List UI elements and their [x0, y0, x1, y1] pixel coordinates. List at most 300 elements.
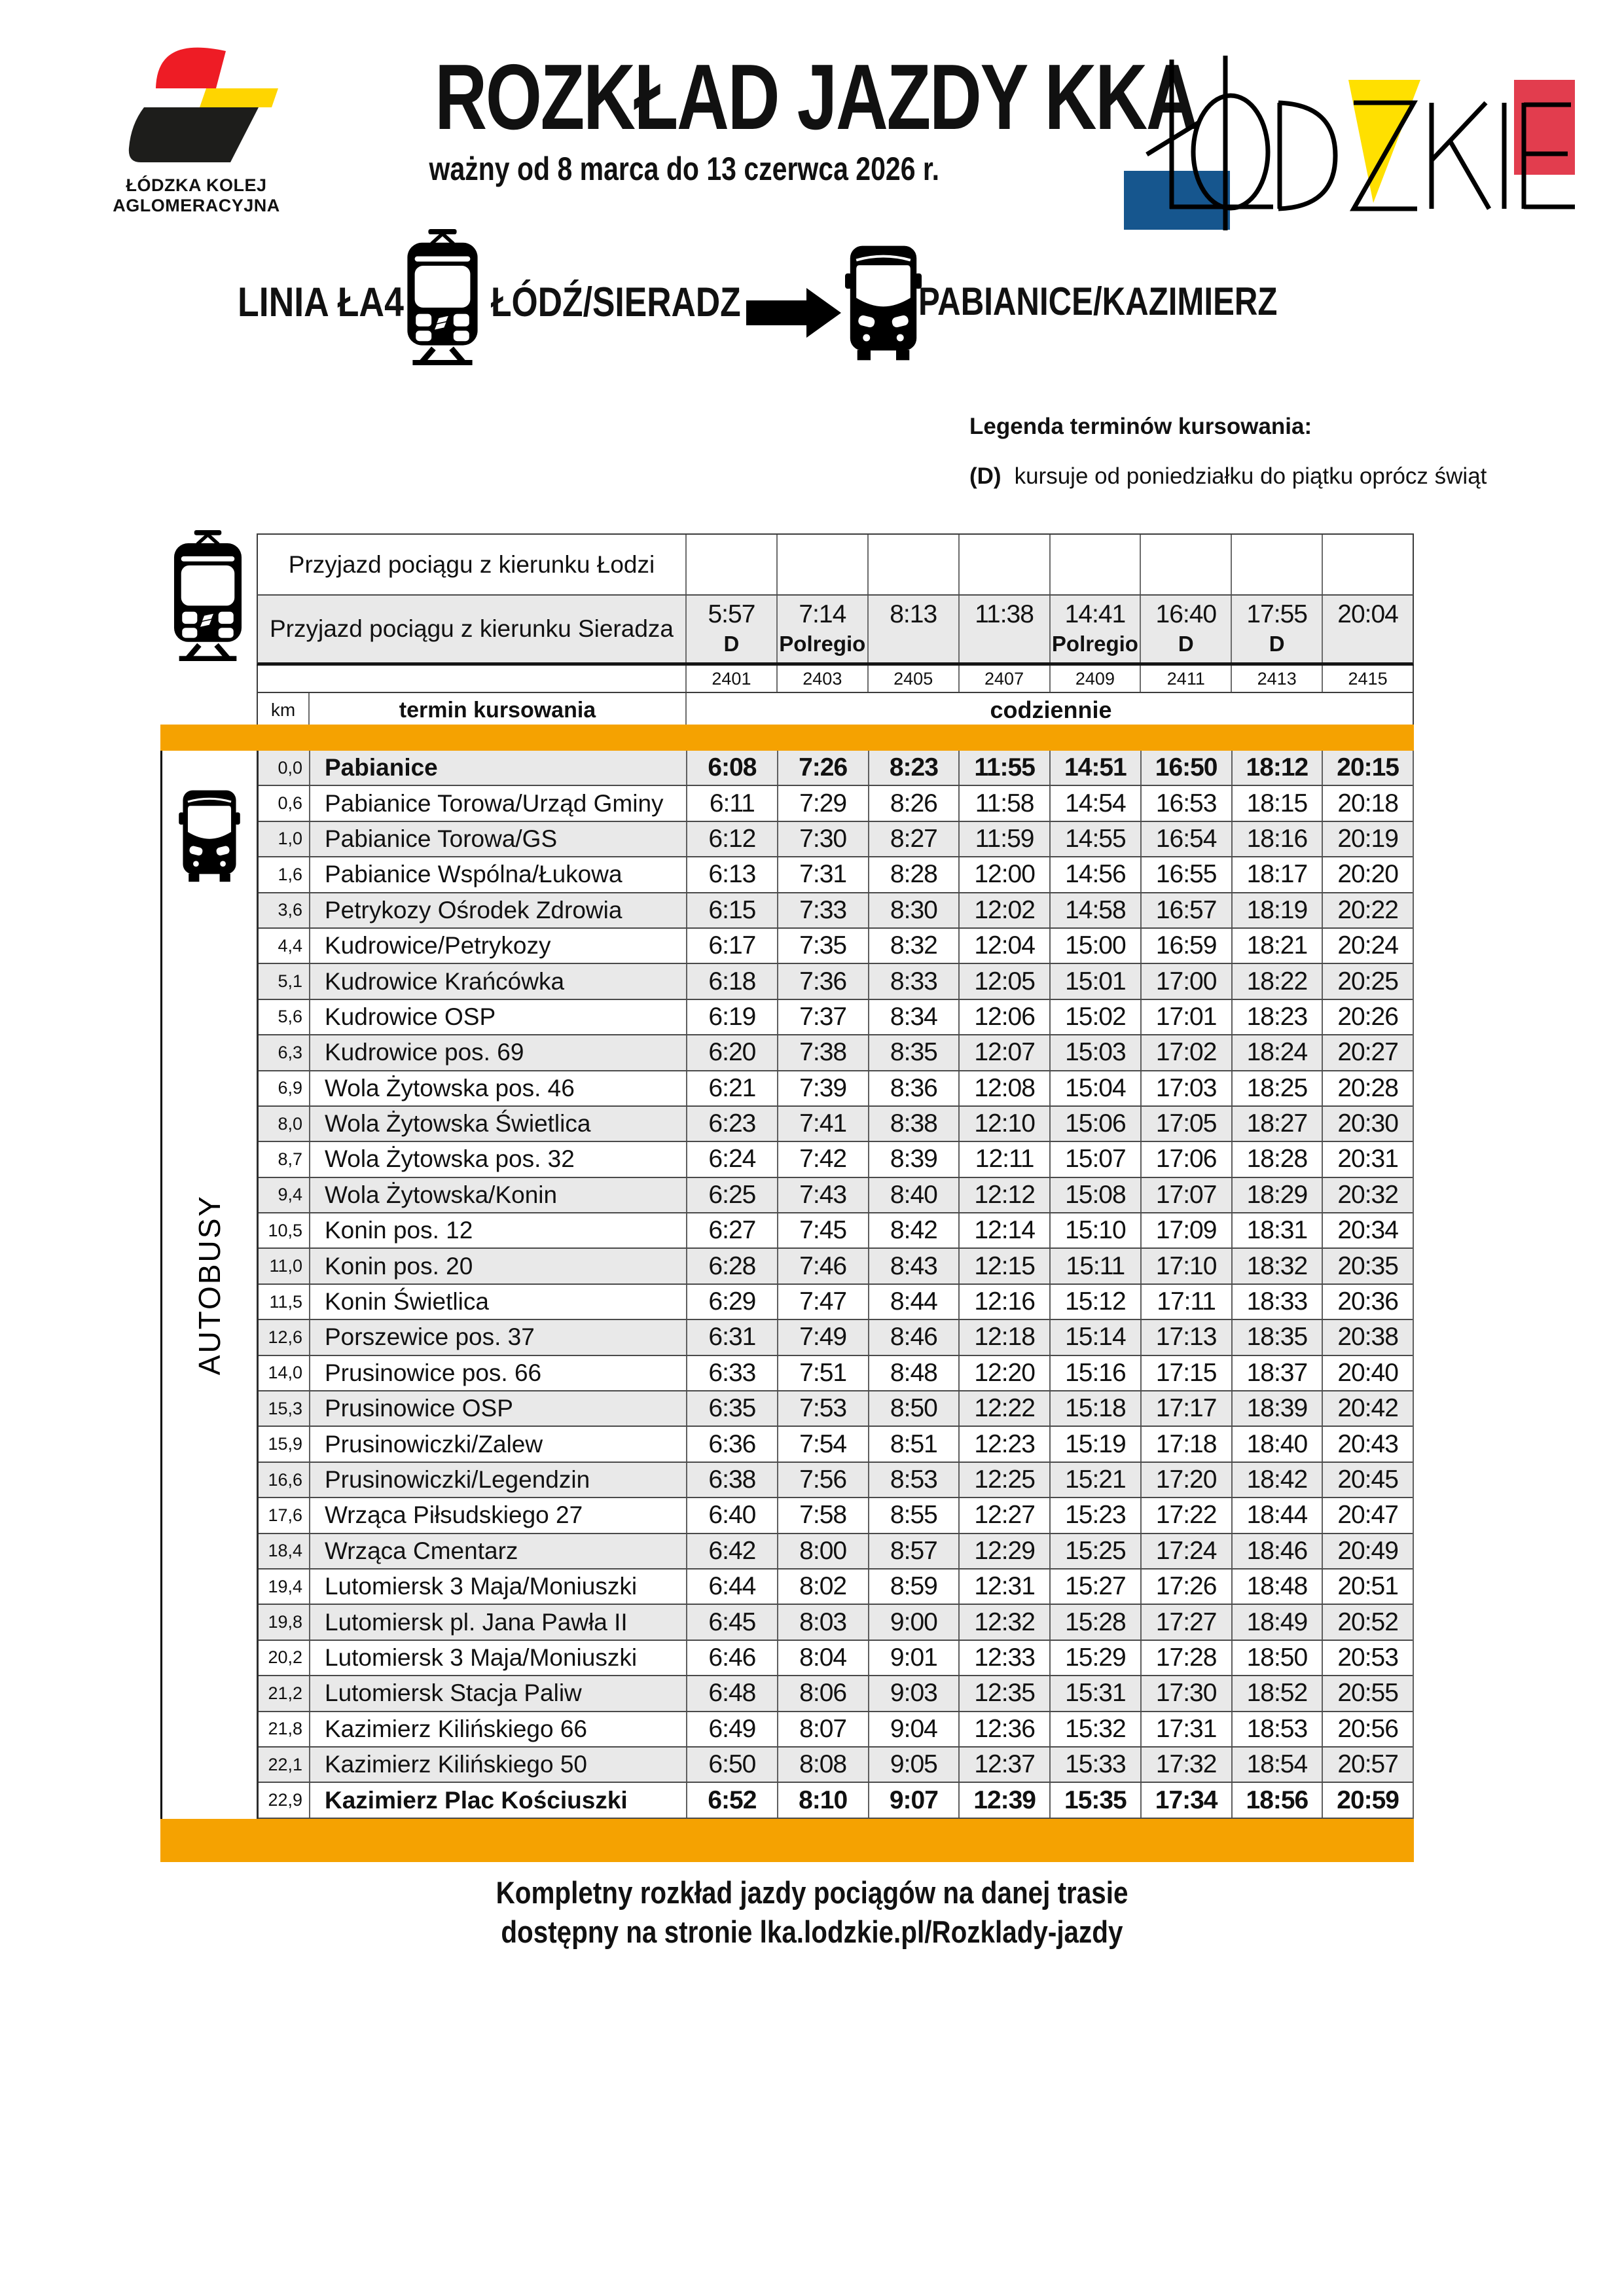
train-arrival-empty-cell — [958, 535, 1049, 594]
time-cell: 8:43 — [868, 1249, 959, 1283]
time-cell: 16:53 — [1140, 786, 1231, 820]
time-cell: 12:14 — [958, 1213, 1049, 1247]
time-cell: 17:28 — [1140, 1641, 1231, 1675]
bus-icon — [175, 782, 244, 884]
time-cell: 7:35 — [777, 929, 868, 963]
time-cell: 6:45 — [686, 1605, 777, 1639]
time-cell: 18:29 — [1231, 1178, 1322, 1212]
time-cell: 8:51 — [868, 1427, 959, 1461]
table-row — [259, 1356, 1413, 1391]
time-cell: 12:00 — [958, 857, 1049, 891]
table-row — [259, 1107, 1413, 1142]
time-cell: 12:36 — [958, 1712, 1049, 1746]
station-cell: Wola Żytowska/Konin — [309, 1178, 686, 1212]
km-cell: 19,4 — [268, 1576, 302, 1596]
time-cell: 17:05 — [1140, 1107, 1231, 1141]
train-arrival-cell — [776, 596, 867, 662]
time-cell: 6:27 — [686, 1213, 777, 1247]
time-cell: 12:33 — [958, 1641, 1049, 1675]
table-row — [259, 1712, 1413, 1748]
time-cell: 8:53 — [868, 1463, 959, 1497]
time-cell: 6:48 — [686, 1676, 777, 1710]
time-cell: 15:00 — [1049, 929, 1140, 963]
arrow-right-icon — [746, 288, 841, 338]
time-cell: 6:40 — [686, 1498, 777, 1532]
km-cell: 15,3 — [268, 1398, 302, 1418]
time-cell: 12:22 — [958, 1391, 1049, 1426]
train-arrival-time: 7:14 — [799, 600, 846, 628]
table-row — [259, 1463, 1413, 1498]
train-arrival-cell — [867, 596, 958, 662]
time-cell: 12:29 — [958, 1534, 1049, 1568]
time-cell: 6:13 — [686, 857, 777, 891]
km-cell: 21,8 — [268, 1719, 302, 1739]
time-cell: 9:00 — [868, 1605, 959, 1639]
time-cell: 7:47 — [777, 1285, 868, 1319]
time-cell: 6:25 — [686, 1178, 777, 1212]
train-arrival-cell — [1231, 596, 1322, 662]
table-row — [259, 786, 1413, 821]
time-cell: 20:53 — [1322, 1641, 1413, 1675]
time-cell: 12:23 — [958, 1427, 1049, 1461]
time-cell: 12:20 — [958, 1356, 1049, 1390]
table-row — [259, 929, 1413, 964]
bus-section-label: AUTOBUSY — [192, 1194, 226, 1376]
time-cell: 14:56 — [1049, 857, 1140, 891]
km-cell: 3,6 — [278, 900, 302, 920]
time-cell: 6:19 — [686, 1000, 777, 1034]
station-cell: Pabianice Wspólna/Łukowa — [309, 857, 686, 891]
lka-logo-black-shape — [129, 107, 259, 162]
time-cell: 20:40 — [1322, 1356, 1413, 1390]
lka-logo — [121, 38, 298, 169]
km-cell: 11,0 — [269, 1256, 302, 1276]
station-cell: Porszewice pos. 37 — [309, 1320, 686, 1354]
footer-note — [0, 1873, 1624, 1952]
time-cell: 15:31 — [1049, 1676, 1140, 1710]
time-cell: 18:12 — [1231, 751, 1322, 785]
train-arrival-time: 20:04 — [1337, 600, 1398, 628]
bus-section-column — [160, 751, 257, 1819]
time-cell: 6:50 — [686, 1748, 777, 1782]
time-cell: 8:42 — [868, 1213, 959, 1247]
time-cell: 7:58 — [777, 1498, 868, 1532]
time-cell: 17:06 — [1140, 1142, 1231, 1176]
time-cell: 18:37 — [1231, 1356, 1322, 1390]
km-cell: 8,0 — [278, 1113, 302, 1134]
legend-entry — [969, 463, 1487, 490]
time-cell: 14:51 — [1049, 751, 1140, 785]
time-cell: 8:44 — [868, 1285, 959, 1319]
time-cell: 7:30 — [777, 822, 868, 856]
time-cell: 7:53 — [777, 1391, 868, 1426]
time-cell: 15:08 — [1049, 1178, 1140, 1212]
time-cell: 7:38 — [777, 1035, 868, 1069]
time-cell: 17:00 — [1140, 964, 1231, 998]
train-arrival-cell — [685, 596, 776, 662]
time-cell: 18:39 — [1231, 1391, 1322, 1426]
time-cell: 14:54 — [1049, 786, 1140, 820]
station-cell: Lutomiersk pl. Jana Pawła II — [309, 1605, 686, 1639]
table-row — [259, 1748, 1413, 1783]
time-cell: 17:24 — [1140, 1534, 1231, 1568]
train-number: 2407 — [958, 666, 1049, 692]
train-arrival-empty-cell — [776, 535, 867, 594]
bus-rows — [257, 751, 1414, 1819]
line-origin: ŁÓDŹ/SIERADZ — [491, 279, 741, 325]
train-number: 2415 — [1322, 666, 1413, 692]
time-cell: 20:18 — [1322, 786, 1413, 820]
time-cell: 8:46 — [868, 1320, 959, 1354]
time-cell: 7:54 — [777, 1427, 868, 1461]
time-cell: 18:48 — [1231, 1570, 1322, 1604]
table-row — [259, 857, 1413, 893]
km-cell: 14,0 — [268, 1363, 302, 1383]
time-cell: 18:23 — [1231, 1000, 1322, 1034]
time-cell: 8:07 — [777, 1712, 868, 1746]
time-cell: 11:55 — [958, 751, 1049, 785]
time-cell: 6:33 — [686, 1356, 777, 1390]
time-cell: 14:58 — [1049, 893, 1140, 927]
time-cell: 20:49 — [1322, 1534, 1413, 1568]
table-row — [259, 1000, 1413, 1035]
train-icon — [165, 530, 251, 661]
time-cell: 20:25 — [1322, 964, 1413, 998]
time-cell: 17:31 — [1140, 1712, 1231, 1746]
time-cell: 8:00 — [777, 1534, 868, 1568]
time-cell: 6:11 — [686, 786, 777, 820]
lodzkie-logo-text — [0, 0, 1, 1]
time-cell: 12:08 — [958, 1071, 1049, 1105]
time-cell: 20:55 — [1322, 1676, 1413, 1710]
time-cell: 20:30 — [1322, 1107, 1413, 1141]
km-cell: 17,6 — [268, 1505, 302, 1525]
time-cell: 18:56 — [1231, 1783, 1322, 1817]
station-cell: Kudrowice OSP — [309, 1000, 686, 1034]
time-cell: 18:53 — [1231, 1712, 1322, 1746]
km-cell: 19,8 — [268, 1612, 302, 1632]
km-cell: 1,0 — [278, 829, 302, 849]
station-cell: Lutomiersk 3 Maja/Moniuszki — [309, 1641, 686, 1675]
time-cell: 9:07 — [868, 1783, 959, 1817]
time-cell: 18:31 — [1231, 1213, 1322, 1247]
time-cell: 8:26 — [868, 786, 959, 820]
time-cell: 17:11 — [1140, 1285, 1231, 1319]
time-cell: 18:50 — [1231, 1641, 1322, 1675]
time-cell: 18:40 — [1231, 1427, 1322, 1461]
train-number: 2401 — [685, 666, 776, 692]
time-cell: 17:10 — [1140, 1249, 1231, 1283]
time-cell: 8:10 — [777, 1783, 868, 1817]
time-cell: 17:27 — [1140, 1605, 1231, 1639]
time-cell: 18:24 — [1231, 1035, 1322, 1069]
km-cell: 1,6 — [278, 864, 302, 884]
time-cell: 8:23 — [868, 751, 959, 785]
time-cell: 7:26 — [777, 751, 868, 785]
time-cell: 18:21 — [1231, 929, 1322, 963]
time-cell: 12:18 — [958, 1320, 1049, 1354]
time-cell: 15:10 — [1049, 1213, 1140, 1247]
time-cell: 15:14 — [1049, 1320, 1140, 1354]
time-cell: 17:07 — [1140, 1178, 1231, 1212]
km-cell: 21,2 — [268, 1683, 302, 1703]
time-cell: 20:43 — [1322, 1427, 1413, 1461]
time-cell: 6:12 — [686, 822, 777, 856]
time-cell: 15:29 — [1049, 1641, 1140, 1675]
legend-symbol: (D) — [969, 463, 1001, 489]
time-cell: 12:04 — [958, 929, 1049, 963]
time-cell: 12:37 — [958, 1748, 1049, 1782]
time-cell: 8:04 — [777, 1641, 868, 1675]
km-header-label: km — [270, 700, 296, 720]
time-cell: 8:50 — [868, 1391, 959, 1426]
train-arrival-time: 17:55 — [1246, 600, 1307, 628]
time-cell: 20:22 — [1322, 893, 1413, 927]
table-row — [259, 1035, 1413, 1071]
station-cell: Pabianice Torowa/GS — [309, 822, 686, 856]
time-cell: 7:36 — [777, 964, 868, 998]
station-cell: Wrząca Piłsudskiego 27 — [309, 1498, 686, 1532]
km-cell: 0,0 — [278, 757, 302, 778]
time-cell: 18:22 — [1231, 964, 1322, 998]
time-cell: 6:31 — [686, 1320, 777, 1354]
time-cell: 15:32 — [1049, 1712, 1140, 1746]
time-cell: 15:23 — [1049, 1498, 1140, 1532]
time-cell: 17:01 — [1140, 1000, 1231, 1034]
station-cell: Pabianice — [309, 751, 686, 785]
time-cell: 14:55 — [1049, 822, 1140, 856]
table-row — [259, 1676, 1413, 1712]
time-cell: 8:03 — [777, 1605, 868, 1639]
orange-bar-bottom — [160, 1819, 1414, 1862]
term-value-label: codziennie — [685, 693, 1415, 727]
time-cell: 12:39 — [958, 1783, 1049, 1817]
page-title: ROZKŁAD JAZDY KKA — [435, 45, 1197, 149]
lka-logo-caption: ŁÓDZKA KOLEJ AGLOMERACYJNA — [113, 175, 280, 215]
time-cell: 8:35 — [868, 1035, 959, 1069]
footer-line-1: Kompletny rozkład jazdy pociągów na danej trasie — [496, 1875, 1128, 1910]
time-cell: 18:17 — [1231, 857, 1322, 891]
time-cell: 20:36 — [1322, 1285, 1413, 1319]
validity-subtitle: ważny od 8 marca do 13 czerwca 2026 r. — [429, 151, 939, 188]
km-cell: 4,4 — [278, 935, 302, 956]
time-cell: 15:07 — [1049, 1142, 1140, 1176]
time-cell: 6:35 — [686, 1391, 777, 1426]
time-cell: 16:55 — [1140, 857, 1231, 891]
time-cell: 20:52 — [1322, 1605, 1413, 1639]
km-cell: 8,7 — [278, 1149, 302, 1169]
table-row — [259, 1142, 1413, 1177]
time-cell: 15:02 — [1049, 1000, 1140, 1034]
time-cell: 15:06 — [1049, 1107, 1140, 1141]
time-cell: 6:18 — [686, 964, 777, 998]
km-cell: 11,5 — [269, 1291, 302, 1312]
time-cell: 12:07 — [958, 1035, 1049, 1069]
time-cell: 7:39 — [777, 1071, 868, 1105]
table-row — [259, 1320, 1413, 1355]
lodzkie-logo — [1113, 39, 1597, 242]
station-cell: Lutomiersk 3 Maja/Moniuszki — [309, 1570, 686, 1604]
time-cell: 12:27 — [958, 1498, 1049, 1532]
time-cell: 12:11 — [958, 1142, 1049, 1176]
time-cell: 20:56 — [1322, 1712, 1413, 1746]
time-cell: 20:35 — [1322, 1249, 1413, 1283]
table-row — [259, 1534, 1413, 1570]
km-cell: 10,5 — [268, 1220, 302, 1240]
time-cell: 17:20 — [1140, 1463, 1231, 1497]
time-cell: 8:27 — [868, 822, 959, 856]
km-cell: 16,6 — [268, 1469, 302, 1490]
time-cell: 18:33 — [1231, 1285, 1322, 1319]
time-cell: 20:20 — [1322, 857, 1413, 891]
legend-description: kursuje od poniedziałku do piątku oprócz świąt — [1014, 463, 1487, 489]
time-cell: 6:42 — [686, 1534, 777, 1568]
time-cell: 6:29 — [686, 1285, 777, 1319]
train-arrival-cell — [1322, 596, 1413, 662]
km-cell: 18,4 — [268, 1541, 302, 1561]
time-cell: 18:44 — [1231, 1498, 1322, 1532]
time-cell: 17:13 — [1140, 1320, 1231, 1354]
time-cell: 7:31 — [777, 857, 868, 891]
time-cell: 8:06 — [777, 1676, 868, 1710]
time-cell: 15:19 — [1049, 1427, 1140, 1461]
time-cell: 7:33 — [777, 893, 868, 927]
time-cell: 18:35 — [1231, 1320, 1322, 1354]
station-cell: Pabianice Torowa/Urząd Gminy — [309, 786, 686, 820]
time-cell: 15:12 — [1049, 1285, 1140, 1319]
train-arrival-time: 8:13 — [890, 600, 937, 628]
station-cell: Kudrowice Krańcówka — [309, 964, 686, 998]
station-cell: Wola Żytowska pos. 32 — [309, 1142, 686, 1176]
train-number: 2409 — [1049, 666, 1140, 692]
time-cell: 17:09 — [1140, 1213, 1231, 1247]
time-cell: 12:32 — [958, 1605, 1049, 1639]
km-cell: 6,9 — [278, 1078, 302, 1098]
time-cell: 8:55 — [868, 1498, 959, 1532]
train-arrival-time: 11:38 — [975, 600, 1034, 628]
time-cell: 7:46 — [777, 1249, 868, 1283]
km-cell: 12,6 — [268, 1327, 302, 1347]
time-cell: 11:58 — [958, 786, 1049, 820]
station-cell: Kazimierz Kilińskiego 50 — [309, 1748, 686, 1782]
train-number: 2413 — [1231, 666, 1322, 692]
km-cell: 0,6 — [278, 793, 302, 814]
time-cell: 8:08 — [777, 1748, 868, 1782]
time-cell: 15:33 — [1049, 1748, 1140, 1782]
train-arrival-empty-cell — [867, 535, 958, 594]
time-cell: 18:49 — [1231, 1605, 1322, 1639]
train-arrival-cell — [1049, 596, 1140, 662]
time-cell: 11:59 — [958, 822, 1049, 856]
train-arrival-empty-cell — [1049, 535, 1140, 594]
station-cell: Kazimierz Plac Kościuszki — [309, 1783, 686, 1817]
time-cell: 6:38 — [686, 1463, 777, 1497]
time-cell: 8:40 — [868, 1178, 959, 1212]
time-cell: 12:16 — [958, 1285, 1049, 1319]
train-arrival-cell — [958, 596, 1049, 662]
time-cell: 20:26 — [1322, 1000, 1413, 1034]
time-cell: 20:59 — [1322, 1783, 1413, 1817]
time-cell: 6:52 — [686, 1783, 777, 1817]
train-arrival-empty-cell — [1140, 535, 1231, 594]
lka-logo-red-shape — [156, 48, 226, 88]
time-cell: 15:27 — [1049, 1570, 1140, 1604]
term-header-label: termin kursowania — [308, 693, 685, 727]
time-cell: 15:18 — [1049, 1391, 1140, 1426]
time-cell: 7:43 — [777, 1178, 868, 1212]
time-cell: 8:32 — [868, 929, 959, 963]
time-cell: 15:25 — [1049, 1534, 1140, 1568]
time-cell: 18:52 — [1231, 1676, 1322, 1710]
time-cell: 8:48 — [868, 1356, 959, 1390]
time-cell: 15:01 — [1049, 964, 1140, 998]
station-cell: Kudrowice pos. 69 — [309, 1035, 686, 1069]
footer-line-2: dostępny na stronie lka.lodzkie.pl/Rozklady-jazdy — [501, 1914, 1123, 1949]
km-cell: 22,1 — [268, 1754, 302, 1774]
station-cell: Konin pos. 12 — [309, 1213, 686, 1247]
time-cell: 6:21 — [686, 1071, 777, 1105]
train-number: 2403 — [776, 666, 867, 692]
time-cell: 9:05 — [868, 1748, 959, 1782]
line-destination: PABIANICE/KAZIMIERZ — [918, 279, 1278, 323]
time-cell: 12:25 — [958, 1463, 1049, 1497]
train-arrival-note: Polregio — [1051, 632, 1138, 656]
train-number: 2405 — [867, 666, 958, 692]
time-cell: 16:54 — [1140, 822, 1231, 856]
time-cell: 15:03 — [1049, 1035, 1140, 1069]
table-row — [259, 1071, 1413, 1107]
time-cell: 9:01 — [868, 1641, 959, 1675]
time-cell: 18:32 — [1231, 1249, 1322, 1283]
table-row — [259, 1641, 1413, 1676]
train-numbers-row — [257, 666, 1414, 692]
time-cell: 15:04 — [1049, 1071, 1140, 1105]
time-cell: 12:15 — [958, 1249, 1049, 1283]
time-cell: 15:35 — [1049, 1783, 1140, 1817]
time-cell: 6:24 — [686, 1142, 777, 1176]
time-cell: 15:11 — [1049, 1249, 1140, 1283]
time-cell: 20:28 — [1322, 1071, 1413, 1105]
train-arrivals-table — [257, 533, 1414, 728]
table-row — [259, 1249, 1413, 1284]
time-cell: 7:45 — [777, 1213, 868, 1247]
time-cell: 17:02 — [1140, 1035, 1231, 1069]
lka-logo-yellow-shape — [200, 88, 278, 107]
km-cell: 22,9 — [268, 1790, 302, 1810]
time-cell: 15:16 — [1049, 1356, 1140, 1390]
station-cell: Wola Żytowska pos. 46 — [309, 1071, 686, 1105]
time-cell: 20:45 — [1322, 1463, 1413, 1497]
time-cell: 20:34 — [1322, 1213, 1413, 1247]
time-cell: 20:47 — [1322, 1498, 1413, 1532]
time-cell: 8:02 — [777, 1570, 868, 1604]
station-cell: Prusinowice pos. 66 — [309, 1356, 686, 1390]
time-cell: 17:17 — [1140, 1391, 1231, 1426]
train-arrival-empty-cell — [685, 535, 776, 594]
arrival-direction-label: Przyjazd pociągu z kierunku Łodzi — [288, 550, 655, 578]
time-cell: 18:28 — [1231, 1142, 1322, 1176]
table-row — [259, 1605, 1413, 1640]
km-cell: 9,4 — [278, 1185, 302, 1205]
time-cell: 18:54 — [1231, 1748, 1322, 1782]
time-cell: 16:57 — [1140, 893, 1231, 927]
time-cell: 20:15 — [1322, 751, 1413, 785]
station-cell: Petrykozy Ośrodek Zdrowia — [309, 893, 686, 927]
train-arrival-note: D — [723, 632, 740, 656]
time-cell: 16:50 — [1140, 751, 1231, 785]
time-cell: 18:25 — [1231, 1071, 1322, 1105]
time-cell: 6:08 — [686, 751, 777, 785]
